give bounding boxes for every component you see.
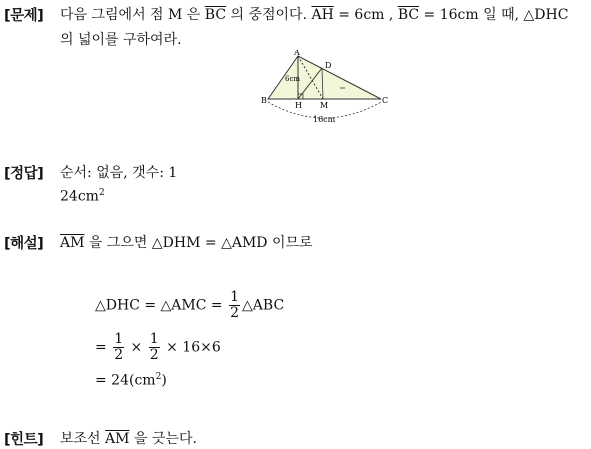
equation-1-right: △ABC bbox=[242, 297, 285, 314]
answer-tag: [정답] bbox=[4, 166, 44, 182]
segment-bc: $\overline{BC}$ bbox=[204, 7, 227, 23]
equation-2-rest: × 16×6 bbox=[161, 339, 221, 356]
equation-3-prefix: = 24(cm bbox=[95, 372, 156, 389]
problem-line-2: 의 넓이를 구하여라. bbox=[60, 32, 182, 48]
problem-tag: [문제] bbox=[4, 8, 44, 24]
segment-ah: $\overline{AH}$ bbox=[311, 7, 334, 23]
answer-exponent: 2 bbox=[98, 188, 105, 198]
problem-text-c: = 6cm , bbox=[333, 7, 398, 23]
hint-text-a: 보조선 bbox=[60, 431, 106, 447]
problem-text-b: 의 중점이다. bbox=[226, 7, 312, 23]
triangle-figure bbox=[258, 50, 394, 126]
segment-am-text: $\overline{AM}$ bbox=[60, 235, 85, 251]
answer-line-1: 순서: 없음, 갯수: 1 bbox=[60, 165, 178, 181]
label-a: A bbox=[294, 50, 300, 57]
answer-value-text: 24cm bbox=[60, 188, 99, 205]
answer-value bbox=[60, 188, 105, 205]
equation-3-suffix: ) bbox=[161, 372, 167, 389]
equation-1 bbox=[95, 290, 284, 321]
label-b: B bbox=[261, 96, 267, 105]
equation-3 bbox=[95, 372, 167, 389]
equation-2-prefix: = bbox=[95, 339, 112, 356]
label-c: C bbox=[382, 96, 389, 105]
equation-2-times: × bbox=[126, 339, 147, 356]
label-d: D bbox=[325, 61, 332, 70]
label-m: M bbox=[320, 101, 329, 110]
fraction-half: $\frac{1}{2}$ bbox=[230, 289, 240, 321]
fraction-half-1: $\frac{1}{2}$ bbox=[114, 331, 124, 363]
fraction-half-2: $\frac{1}{2}$ bbox=[149, 331, 159, 363]
label-height: 6cm bbox=[285, 75, 301, 83]
explanation-line-1 bbox=[60, 232, 313, 252]
label-h: H bbox=[295, 101, 302, 110]
explanation-line-1-rest: 을 그으면 △DHM = △AMD 이므로 bbox=[84, 235, 313, 251]
segment-bc-2: $\overline{BC}$ bbox=[397, 7, 420, 23]
problem-text-a: 다음 그림에서 점 M 은 bbox=[60, 7, 205, 23]
equation-3-exponent: 2 bbox=[155, 372, 162, 382]
problem-text-d: = 16cm 일 때, △DHC bbox=[419, 7, 569, 23]
hint-text-b: 을 긋는다. bbox=[129, 431, 197, 447]
equation-2 bbox=[95, 332, 221, 363]
explanation-tag: [해설] bbox=[4, 236, 44, 252]
hint-line bbox=[60, 428, 197, 448]
equation-1-left: △DHC = △AMC = bbox=[95, 297, 228, 314]
problem-line-1 bbox=[60, 4, 568, 24]
label-base: 16cm bbox=[313, 115, 336, 124]
hint-segment-am: $\overline{AM}$ bbox=[105, 431, 130, 447]
hint-tag: [힌트] bbox=[4, 432, 44, 448]
